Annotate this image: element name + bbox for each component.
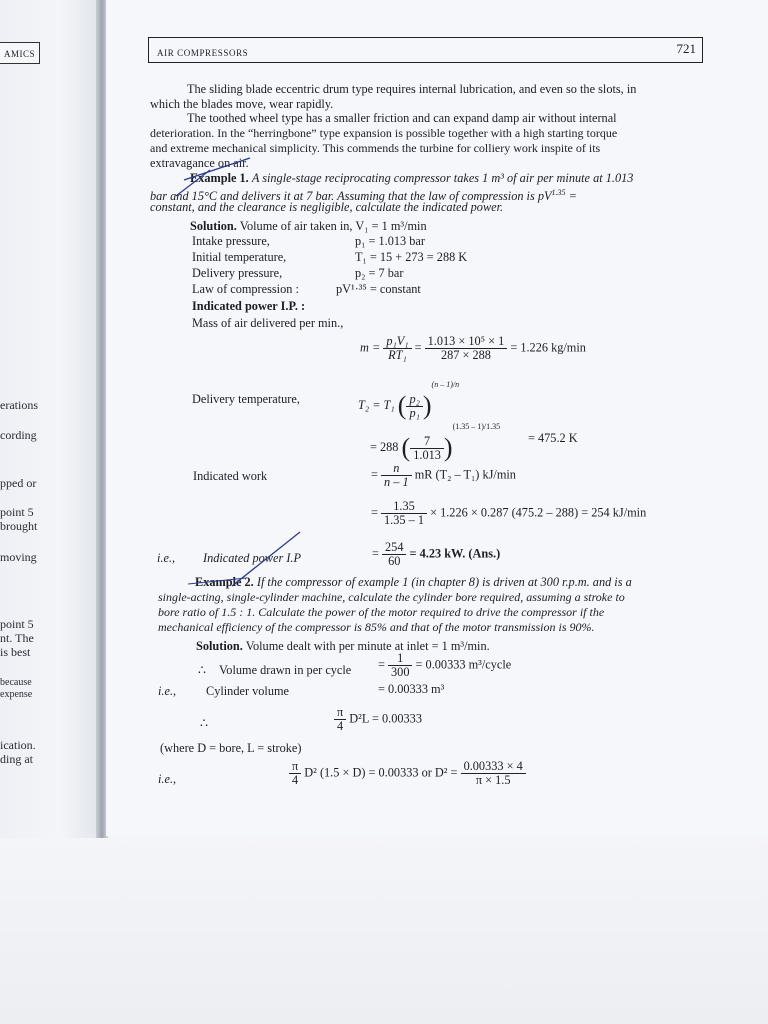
numerator: 1 [388, 652, 412, 666]
result: = 1.226 kg/min [510, 340, 586, 355]
vol-cycle-label: Volume drawn in per cycle [219, 663, 352, 677]
left-fragment: expense [0, 689, 33, 700]
therefore-symbol: ∴ [198, 663, 206, 677]
equals: = [378, 657, 385, 672]
denominator: p₁ [409, 405, 420, 420]
numerator: p₁V₁ [383, 335, 411, 349]
header-title: AIR COMPRESSORS [157, 48, 249, 58]
numerator: 7 [410, 435, 444, 449]
work-expression: mR (T₂ – T₁) kJ/min [414, 467, 516, 482]
denominator: 4 [292, 773, 299, 787]
equals: = [372, 546, 379, 561]
equals: = [414, 340, 422, 355]
ie-label: i.e., [158, 772, 177, 786]
left-fragment: point 5 [0, 617, 34, 631]
left-fragment: erations [0, 398, 38, 412]
work-expression: × 1.226 × 0.287 (475.2 – 288) = 254 kJ/min [430, 505, 647, 520]
para2-line: deterioration. In the “herringbone” type expansion is possible together with a high starting torque [150, 126, 618, 140]
left-fragment: is best [0, 645, 31, 659]
bore-expression: D²L = 0.00333 [349, 711, 422, 726]
example1-label: Example 1. [190, 171, 249, 185]
numerator: π [334, 706, 346, 720]
para2-line: and extreme mechanical simplicity. This commends the turbine for colliery work inspite of its [150, 141, 601, 155]
eq-lhs: m = [360, 340, 381, 355]
data-label: Intake pressure, [192, 234, 270, 248]
numerator: n [381, 462, 412, 476]
delivery-equation-2: = 288 ( $\frac{7}{1.013}$ )$^{(1.35 - 1)/1.35}$ [370, 422, 501, 463]
answer-mark: (Ans.) [468, 546, 501, 561]
equals: = [371, 505, 378, 520]
para1-line: The sliding blade eccentric drum type requires internal lubrication, and even so the slots, in [187, 82, 637, 96]
equals: = [371, 467, 378, 482]
ip-label: Indicated power I.P [203, 551, 302, 565]
cylinder-label: Cylinder volume [206, 684, 289, 698]
denominator: RT₁ [388, 348, 407, 362]
delivery-equation: T₂ = T₁ ( $\frac{\text{p₂}}{\text{p₁}}$ )$^{(n - 1)/n}$ [358, 380, 460, 421]
denominator: 1.35 – 1 [384, 513, 424, 527]
left-fragment: pped or [0, 476, 37, 490]
denominator: 60 [388, 554, 401, 568]
left-fragment: point 5 [0, 505, 34, 519]
denominator: 300 [391, 665, 410, 679]
data-value: pV¹·³⁵ = constant [336, 282, 421, 296]
denominator: π × 1.5 [475, 773, 511, 787]
eq-lhs: T₂ = T₁ [358, 398, 395, 412]
para1-line: which the blades move, wear rapidly. [150, 97, 334, 111]
delivery-label: Delivery temperature, [192, 392, 300, 406]
numerator: 1.35 [381, 500, 427, 514]
ip-result: = 4.23 kW. [409, 546, 466, 561]
example1-line3: constant, and the clearance is negligible, calculate the indicated power. [150, 200, 504, 214]
left-fragment: nt. The [0, 631, 34, 645]
numerator: 0.00333 × 4 [461, 760, 526, 774]
left-fragment: ding at [0, 752, 33, 766]
left-fragment: moving [0, 550, 37, 564]
pen-stroke [184, 158, 250, 180]
numerator: 254 [382, 541, 406, 555]
data-label: Delivery pressure, [192, 266, 283, 280]
data-value: p₁ = 1.013 bar [355, 234, 425, 248]
therefore-symbol: ∴ [200, 716, 208, 730]
data-value: T₁ = 15 + 273 = 288 K [355, 250, 468, 264]
numerator: 1.013 × 10⁵ × 1 [425, 335, 508, 349]
example1-text: bar and 15°C and delivers it at 7 bar. Assuming that the law of compression is pV [150, 189, 552, 204]
cylinder-value: = 0.00333 m³ [378, 682, 445, 696]
left-fragment: because [0, 677, 32, 688]
left-fragment: brought [0, 519, 38, 533]
ie-label: i.e., [157, 551, 176, 565]
bore-expression: D² (1.5 × D) = 0.00333 or D² = [304, 765, 458, 780]
mass-label: Mass of air delivered per min., [192, 316, 344, 330]
denominator: 1.013 [413, 447, 441, 462]
solution-text: Volume dealt with per minute at inlet = 1 m³/min. [245, 639, 490, 653]
denominator: 287 × 288 [440, 348, 491, 362]
work-label: Indicated work [193, 469, 268, 483]
left-page-header: AMICS [0, 42, 40, 64]
example1-text: = [565, 189, 577, 204]
example2-text: If the compressor of example 1 (in chapter 8) is driven at 300 r.p.m. and is a [256, 575, 632, 589]
para2-line: extravagance on air. [150, 156, 249, 170]
example1-text: A single-stage reciprocating compressor takes 1 m³ of air per minute at 1.013 [251, 171, 634, 185]
example2-line: bore ratio of 1.5 : 1. Calculate the power of the motor required to drive the compressor if the [158, 605, 605, 619]
left-fragment: cording [0, 428, 37, 442]
numerator: π [289, 760, 301, 774]
eq-lhs: = 288 [370, 440, 399, 454]
ip-heading: Indicated power I.P. : [192, 299, 306, 313]
delivery-result: = 475.2 K [528, 431, 578, 445]
result: = 0.00333 m³/cycle [415, 657, 512, 672]
solution-label: Solution. [190, 219, 237, 233]
where-note: (where D = bore, L = stroke) [160, 741, 302, 755]
exponent: (n – 1)/n [431, 380, 460, 389]
data-value: p₂ = 7 bar [355, 266, 404, 280]
exponent: 1.35 [551, 188, 566, 197]
solution-label: Solution. [196, 639, 243, 653]
denominator: 4 [337, 719, 344, 733]
solution-text: Volume of air taken in, V₁ = 1 m³/min [239, 219, 427, 233]
example2-line: single-acting, single-cylinder machine, calculate the cylinder bore required, assuming a stroke to [158, 590, 625, 604]
left-fragment: ication. [0, 738, 36, 752]
para2-line: The toothed wheel type has a smaller friction and can expand damp air without internal [187, 111, 617, 125]
ie-label: i.e., [158, 684, 177, 698]
pen-stroke [176, 170, 210, 196]
exponent: (1.35 – 1)/1.35 [452, 422, 501, 431]
denominator: n – 1 [384, 475, 409, 489]
data-label: Law of compression : [192, 282, 299, 296]
page-number: 721 [676, 41, 696, 56]
example2-line: mechanical efficiency of the compressor is 85% and that of the motor transmission is 90%. [158, 620, 595, 634]
numerator: p₂ [406, 393, 422, 407]
example2-label: Example 2. [195, 575, 254, 589]
data-label: Initial temperature, [192, 250, 287, 264]
